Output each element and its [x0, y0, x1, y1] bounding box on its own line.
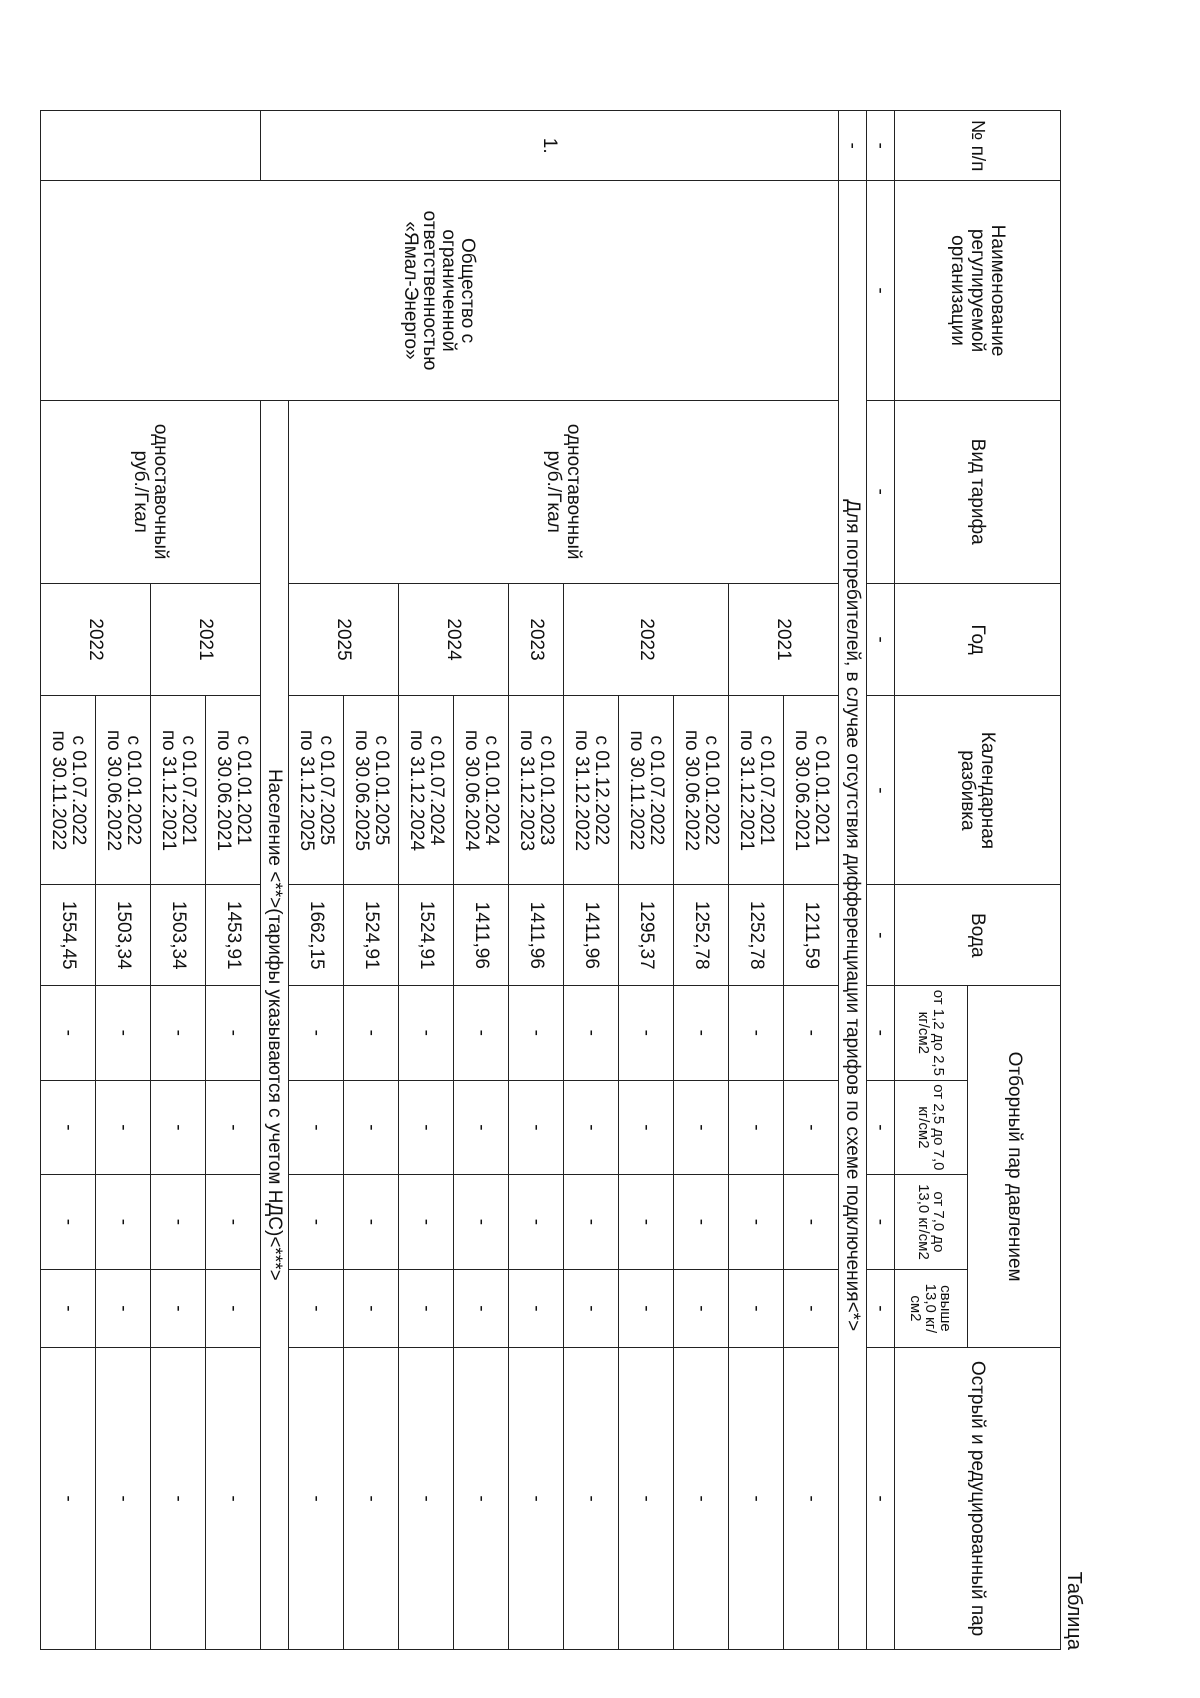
- year-cell: 2021: [151, 583, 261, 696]
- dash-cell: -: [674, 1348, 729, 1650]
- row-number: 1.: [261, 111, 839, 181]
- dash-cell: -: [867, 181, 895, 400]
- dash-cell: -: [206, 986, 261, 1081]
- dash-cell: -: [564, 1080, 619, 1175]
- dash-cell: -: [206, 1175, 261, 1270]
- water-value: 1252,78: [729, 885, 784, 986]
- period-cell: с 01.01.2021 по 30.06.2021: [206, 696, 261, 885]
- water-value: 1524,91: [344, 885, 399, 986]
- dash-cell: -: [509, 1080, 564, 1175]
- dash-cell: -: [729, 1175, 784, 1270]
- water-value: 1211,59: [784, 885, 839, 986]
- rotated-sheet: [48, 110, 1085, 1650]
- tariff-type: одноставочный руб./Гкал: [289, 400, 839, 583]
- dash-cell: -: [867, 400, 895, 583]
- period-cell: с 01.07.2021 по 31.12.2021: [729, 696, 784, 885]
- dash-cell: -: [564, 1348, 619, 1650]
- water-value: 1662,15: [289, 885, 344, 986]
- header-tariff-type: Вид тарифа: [895, 400, 1061, 583]
- dash-cell: -: [867, 111, 895, 181]
- dash-cell: -: [564, 1269, 619, 1347]
- dash-cell: -: [151, 1348, 206, 1650]
- section-title: Для потребителей, в случае отсутствия дифференциации тарифов по схеме подключения<*>: [839, 181, 867, 1650]
- dash-cell: -: [96, 1175, 151, 1270]
- header-calendar: Календарная разбивка: [895, 696, 1061, 885]
- dash-cell: -: [454, 986, 509, 1081]
- period-cell: с 01.07.2022 по 30.11.2022: [41, 696, 96, 885]
- dash-cell: -: [399, 1269, 454, 1347]
- dash-cell: -: [619, 1348, 674, 1650]
- period-cell: с 01.01.2021 по 30.06.2021: [784, 696, 839, 885]
- dash-cell: -: [509, 1175, 564, 1270]
- period-cell: с 01.01.2022 по 30.06.2022: [96, 696, 151, 885]
- dash-cell: -: [289, 1348, 344, 1650]
- dash-cell: -: [619, 1175, 674, 1270]
- header-year: Год: [895, 583, 1061, 696]
- dash-cell: -: [619, 1269, 674, 1347]
- dash-cell: -: [564, 1175, 619, 1270]
- dash-cell: -: [509, 986, 564, 1081]
- dash-cell: -: [41, 1080, 96, 1175]
- dash-cell: -: [41, 1348, 96, 1650]
- tariff-type: одноставочный руб./Гкал: [41, 400, 261, 583]
- table-row: [784, 111, 839, 1650]
- dash-cell: -: [344, 1080, 399, 1175]
- header-steam-1: от 1,2 до 2,5 кг/см2: [895, 986, 968, 1081]
- water-value: 1295,37: [619, 885, 674, 986]
- dash-cell: -: [399, 1348, 454, 1650]
- dash-cell: -: [151, 1080, 206, 1175]
- dash-cell: -: [784, 1348, 839, 1650]
- dash-cell: -: [96, 1269, 151, 1347]
- dash-cell: -: [96, 1348, 151, 1650]
- dash-cell: -: [509, 1269, 564, 1347]
- dash-cell: -: [784, 1269, 839, 1347]
- dash-cell: -: [729, 1269, 784, 1347]
- year-cell: 2021: [729, 583, 839, 696]
- dash-row: [867, 111, 895, 1650]
- dash-cell: -: [674, 986, 729, 1081]
- dash-cell: -: [399, 986, 454, 1081]
- dash-cell: -: [619, 1080, 674, 1175]
- header-organization: Наименование регулируемой организации: [895, 181, 1061, 400]
- water-value: 1411,96: [454, 885, 509, 986]
- dash-cell: -: [867, 1080, 895, 1175]
- dash-cell: -: [289, 986, 344, 1081]
- header-sharp-steam: Острый и редуцированный пар: [895, 1348, 1061, 1650]
- water-value: 1524,91: [399, 885, 454, 986]
- dash-cell: -: [96, 986, 151, 1081]
- dash-cell: -: [674, 1080, 729, 1175]
- dash-cell: -: [867, 1269, 895, 1347]
- dash-cell: -: [784, 1080, 839, 1175]
- water-value: 1411,96: [564, 885, 619, 986]
- dash-cell: -: [619, 986, 674, 1081]
- year-cell: 2022: [564, 583, 729, 696]
- period-cell: с 01.01.2022 по 30.06.2022: [674, 696, 729, 885]
- period-cell: с 01.01.2024 по 30.06.2024: [454, 696, 509, 885]
- dash-cell: -: [867, 986, 895, 1081]
- dash-cell: -: [289, 1080, 344, 1175]
- dash-cell: -: [289, 1269, 344, 1347]
- dash-cell: -: [344, 1175, 399, 1270]
- dash-cell: -: [784, 1175, 839, 1270]
- dash-cell: -: [729, 1348, 784, 1650]
- dash-cell: -: [206, 1269, 261, 1347]
- dash-cell: -: [151, 1269, 206, 1347]
- header-num: № п/п: [895, 111, 1061, 181]
- year-cell: 2023: [509, 583, 564, 696]
- dash-cell: -: [674, 1175, 729, 1270]
- dash-cell: -: [289, 1175, 344, 1270]
- period-cell: с 01.07.2021 по 31.12.2021: [151, 696, 206, 885]
- dash-cell: -: [206, 1080, 261, 1175]
- dash-cell: -: [454, 1175, 509, 1270]
- dash-cell: -: [509, 1348, 564, 1650]
- period-cell: с 01.07.2025 по 31.12.2025: [289, 696, 344, 885]
- tariff-table: [40, 110, 1061, 1650]
- dash-cell: -: [454, 1269, 509, 1347]
- dash-cell: -: [674, 1269, 729, 1347]
- section-row: [839, 111, 867, 1650]
- dash-cell: -: [729, 1080, 784, 1175]
- water-value: 1503,34: [96, 885, 151, 986]
- row-number-empty: [41, 111, 261, 181]
- dash-cell: -: [206, 1348, 261, 1650]
- dash-cell: -: [344, 1348, 399, 1650]
- dash-cell: -: [96, 1080, 151, 1175]
- dash-cell: -: [151, 1175, 206, 1270]
- header-row: [968, 111, 1061, 1650]
- dash-cell: -: [344, 1269, 399, 1347]
- water-value: 1411,96: [509, 885, 564, 986]
- dash-cell: -: [867, 696, 895, 885]
- year-cell: 2025: [289, 583, 399, 696]
- header-steam-4: свыше 13,0 кг/см2: [895, 1269, 968, 1347]
- year-cell: 2024: [399, 583, 509, 696]
- section-title: Население <**>(тарифы указываются с учетом НДС)<***>: [261, 400, 289, 1649]
- dash-cell: -: [867, 583, 895, 696]
- period-cell: с 01.07.2024 по 31.12.2024: [399, 696, 454, 885]
- water-value: 1554,45: [41, 885, 96, 986]
- dash-cell: -: [41, 1269, 96, 1347]
- dash-cell: -: [729, 986, 784, 1081]
- dash-cell: -: [454, 1080, 509, 1175]
- dash-cell: -: [41, 986, 96, 1081]
- water-value: 1252,78: [674, 885, 729, 986]
- period-cell: с 01.07.2022 по 30.11.2022: [619, 696, 674, 885]
- dash-cell: -: [867, 1348, 895, 1650]
- period-cell: с 01.01.2025 по 30.06.2025: [344, 696, 399, 885]
- header-water: Вода: [895, 885, 1061, 986]
- table-caption: Таблица: [1063, 1571, 1085, 1650]
- water-value: 1453,91: [206, 885, 261, 986]
- dash-cell: -: [41, 1175, 96, 1270]
- header-steam-3: от 7,0 до 13,0 кг/см2: [895, 1175, 968, 1270]
- dash-cell: -: [839, 111, 867, 181]
- header-steam-2: от 2,5 до 7,0 кг/см2: [895, 1080, 968, 1175]
- water-value: 1503,34: [151, 885, 206, 986]
- period-cell: с 01.01.2023 по 31.12.2023: [509, 696, 564, 885]
- dash-cell: -: [784, 986, 839, 1081]
- dash-cell: -: [399, 1175, 454, 1270]
- dash-cell: -: [344, 986, 399, 1081]
- dash-cell: -: [867, 885, 895, 986]
- year-cell: 2022: [41, 583, 151, 696]
- header-steam: Отборный пар давлением: [968, 986, 1061, 1348]
- organization-name: Общество с ограниченной ответственностью «Ямал-Энерго»: [41, 181, 839, 400]
- period-cell: с 01.12.2022 по 31.12.2022: [564, 696, 619, 885]
- dash-cell: -: [151, 986, 206, 1081]
- dash-cell: -: [454, 1348, 509, 1650]
- dash-cell: -: [399, 1080, 454, 1175]
- dash-cell: -: [867, 1175, 895, 1270]
- dash-cell: -: [564, 986, 619, 1081]
